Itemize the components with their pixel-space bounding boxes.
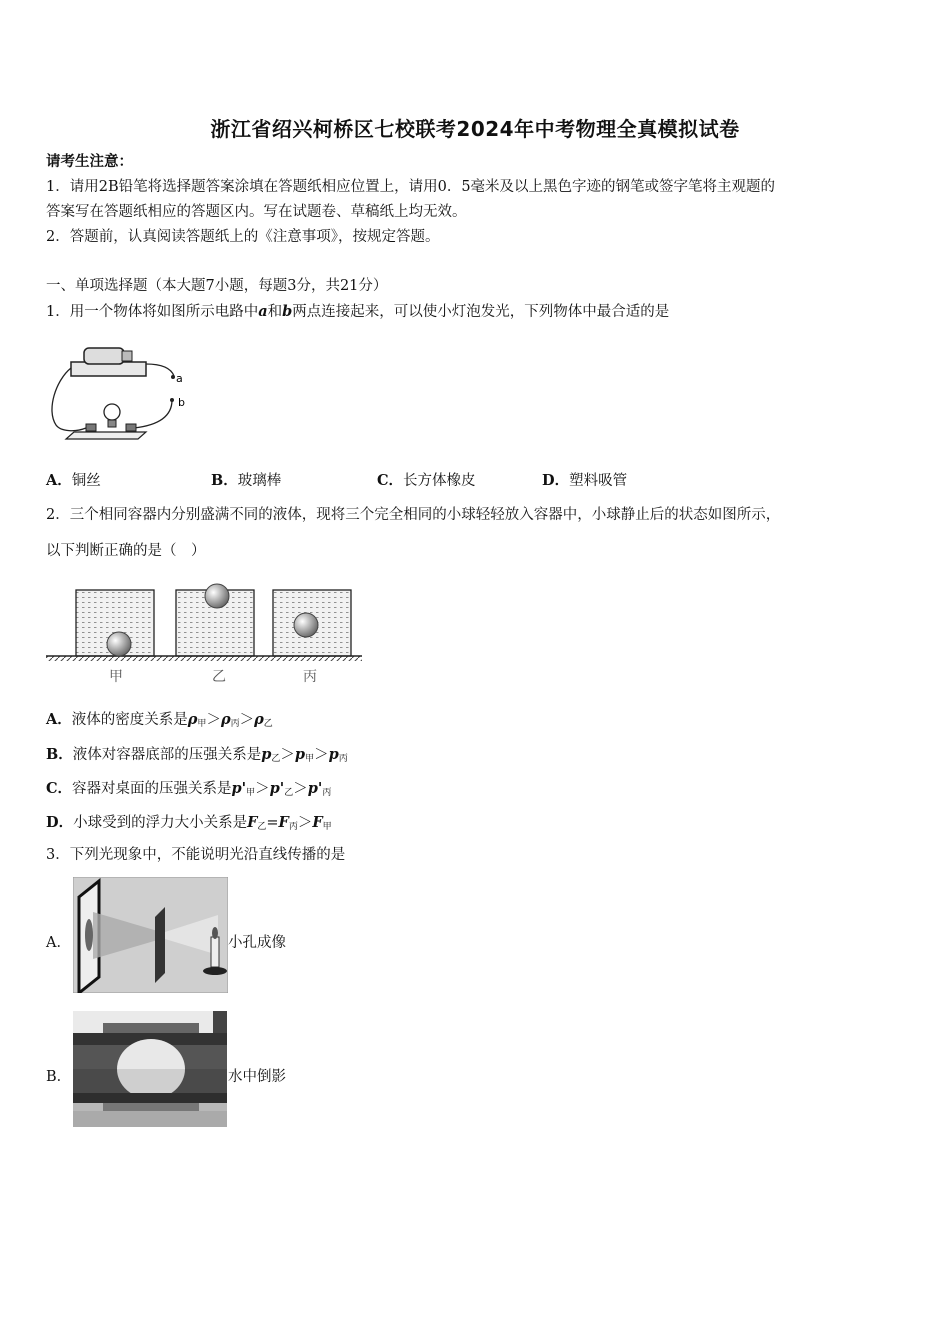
- ball-yi: [205, 584, 229, 608]
- notice-heading: 请考生注意：: [46, 153, 133, 170]
- pinhole-imaging-picture: [73, 877, 228, 993]
- q3-option-b-text: 水中倒影: [228, 1069, 286, 1085]
- q1-option-c[interactable]: C．长方体橡皮: [377, 472, 476, 489]
- section-heading: 一、单项选择题（本大题7小题，每题3分，共21分）: [46, 278, 388, 294]
- q2-option-a[interactable]: A．液体的密度关系是$\rho_甲>\rho_丙>\rho_乙$: [46, 711, 273, 729]
- question-2-stem-line-1: 2．三个相同容器内分别盛满不同的液体，现将三个完全相同的小球轻轻放入容器中，小球静止后的状态如图所示，: [46, 507, 781, 523]
- question-3-stem: 3．下列光现象中，不能说明光沿直线传播的是: [46, 847, 346, 863]
- container-label-bing: 丙: [303, 669, 317, 685]
- label-b: b: [178, 396, 185, 409]
- notice-item-2: 2．答题前，认真阅读答题纸上的《注意事项》，按规定答题。: [46, 229, 440, 245]
- q1-option-d[interactable]: D．塑料吸管: [542, 472, 628, 489]
- q3-option-a-text: 小孔成像: [228, 935, 286, 951]
- q1-option-b[interactable]: B．玻璃棒: [211, 472, 282, 489]
- containers-figure: [46, 580, 364, 688]
- q3-option-b-letter[interactable]: B．: [46, 1069, 72, 1085]
- var-b: b: [282, 303, 293, 320]
- water-reflection-picture: [73, 1011, 227, 1127]
- ball-jia: [107, 632, 131, 656]
- q1-option-a[interactable]: A．铜丝: [46, 472, 101, 489]
- question-2-stem-line-2: 以下判断正确的是（ ）: [46, 543, 206, 559]
- label-a: a: [176, 372, 183, 385]
- page-title: 浙江省绍兴柯桥区七校联考2024年中考物理全真模拟试卷: [210, 117, 740, 141]
- q2-option-c[interactable]: C．容器对桌面的压强关系是$p'_甲>p'_乙>p'_丙$: [46, 780, 332, 798]
- question-1-stem: 1．用一个物体将如图所示电路中a和b两点连接起来，可以使小灯泡发光，下列物体中最合适的是: [46, 303, 670, 320]
- notice-item-1-line-1: 1．请用2B铅笔将选择题答案涂填在答题纸相应位置上，请用0．5毫米及以上黑色字迹的钢笔或签字笔将主观题的: [46, 179, 776, 195]
- q2-option-b[interactable]: B．液体对容器底部的压强关系是$p_乙>p_甲>p_丙$: [46, 746, 348, 764]
- circuit-figure: [46, 340, 206, 445]
- q3-option-a-letter[interactable]: A．: [46, 935, 71, 951]
- var-a: a: [258, 303, 268, 320]
- container-label-jia: 甲: [109, 669, 123, 685]
- q2-option-d[interactable]: D．小球受到的浮力大小关系是$F_乙=F_丙>F_甲$: [46, 814, 332, 832]
- notice-item-1-line-2: 答案写在答题纸相应的答题区内。写在试题卷、草稿纸上均无效。: [46, 204, 467, 220]
- container-label-yi: 乙: [212, 669, 226, 685]
- ball-bing: [294, 613, 318, 637]
